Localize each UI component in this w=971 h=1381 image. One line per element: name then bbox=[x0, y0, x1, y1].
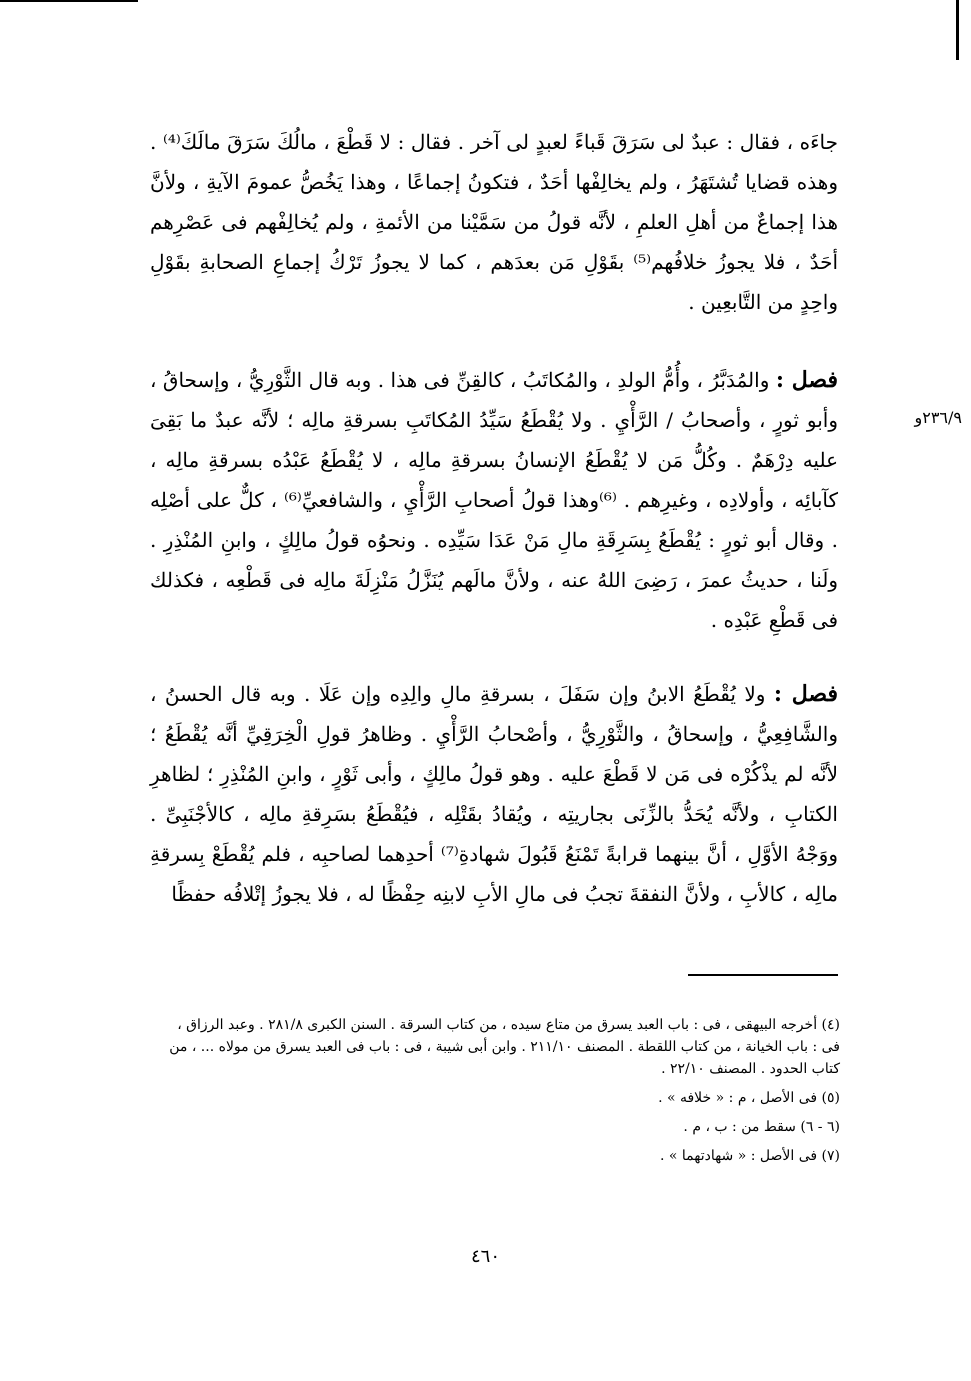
paragraph-3-text: ولا يُقْطَعُ الابنُ وإن سَفَلَ ، بسرقةِ مالِ والِدِه وإن عَلَا . وبه قال الحسنُ ، والشَّافِعِيُّ ، وإسحاقُ ، والثَّوْرِيُّ ، وأصْحابُ الرَّأْيِ . وظاهرُ قولِ الْخِرَقِيِّ أنَّه يُقْطَعُ ؛ لأنَّه لم يذْكُرْه فى مَن لا قَطْعَ عليه . وهو قولُ مالِكٍ ، وأبى ثَوْرٍ ، وابنِ المُنْذِرِ ؛ لظاهرِ الكتابِ ، ولأنَّه يُحَدُّ بالزِّنَى بجاريتِه ، ويُقادُ بقَتْلِه ، فيُقْطَعُ بسَرِقةِ مالِه ، كالأجْنَبِىِّ . ووَجْهُ الأوَّلِ ، أنَّ بينهما قرابةً تَمْنَعُ قَبُولَ شهادةِ⁽⁷⁾ أحدِهما لصاحبِه ، فلم يُقْطَعْ بِسرقةِ مالِه ، كالأبِ ، ولأنَّ النفقةَ تجبُ فى مالِ الأبِ لابنِه حِفْظًا له ، فلا يجوزُ إتْلافُه حفظًا bbox=[150, 682, 838, 906]
footnote-4: (٤) أخرجه البيهقى ، فى : باب العبد يسرق من متاع سيده ، من كتاب السرقة . السنن الكبرى ٢٨١/٨ . وعبد الرزاق ، فى : باب الخيانة ، من كتاب اللقطة . المصنف ٢١١/١٠ . وابن أبى شيبة ، فى : باب فى العبد يسرق من مولاه ... ، من كتاب الحدود . المصنف ٢٢/١٠ . bbox=[169, 1017, 840, 1077]
footnote-divider bbox=[688, 974, 838, 976]
paragraph-2-text: والمُدَبَّرُ ، وأُمُّ الولدِ ، والمُكاتَبُ ، كالقِنِّ فى هذا . وبه قال الثَّوْرِيُّ ، وإسحاقُ ، وأبو ثورٍ ، وأصحابُ / الرَّأْيِ . ولا يُقْطَعُ سَيِّدُ المُكاتَبِ بسرقةِ مالِه ؛ لأنَّه عبدٌ ما بَقِىَ عليه دِرْهَمٌ . وكُلُّ مَن لا يُقْطَعُ الإنسانُ بسرقةِ مالِه ، لا يُقْطَعُ عَبْدُه بسرقةِ مالِه ، كآبائِه ، وأولادِه ، وغيرِهم . ⁽⁶⁾وهذا قولُ أصحابِ الرَّأْيِ ، والشافعيِّ⁽⁶⁾ ، كلٌّ على أصْلِه . وقال أبو ثورٍ : يُقْطَعُ بِسَرِقَةِ مالِ مَنْ عَدَا سَيِّدِه . ونحوُه قولُ مالِكٍ ، وابنِ المُنْذِرِ . ولَنا ، حديثُ عمرَ ، رَضِىَ اللهُ عنه ، ولأنَّ مالَهم يُنَزَّلُ مَنْزِلَةَ مالِه فى قَطْعِه ، فكذلك فى قَطْعِ عَبْدِه . bbox=[150, 368, 838, 632]
section-label: فصل : bbox=[773, 681, 838, 707]
footnote-5: (٥) فى الأصل ، م : « خلافه » . bbox=[658, 1090, 840, 1106]
scan-edge-right bbox=[956, 0, 959, 60]
footnotes bbox=[160, 1014, 840, 1174]
scan-edge-top bbox=[0, 0, 138, 2]
paragraph-2 bbox=[150, 360, 838, 640]
footnote-6: (٦ - ٦) سقط من : ب ، م . bbox=[683, 1119, 840, 1135]
section-label: فصل : bbox=[775, 367, 838, 393]
paragraph-1: جاءَه ، فقال : عبدٌ لى سَرَقَ قَباءً لعبدٍ لى آخر . فقال : لا قَطْعَ ، مالُكَ سَرَقَ مالَكَ⁽⁴⁾ . وهذه قضايا تُشتَهَرُ ، ولم يخالِفْها أحَدٌ ، فتكونُ إجماعًا ، وهذا يَخُصُّ عمومَ الآيةِ ، ولأنَّ هذا إجماعٌ من أهلِ العلمِ ، لأنَّه قولُ من سَمَّيْنا من الأئمةِ ، ولم يُخالِفْهم فى عَصْرِهم أحَدٌ ، فلا يجوزُ خلافُهم⁽⁵⁾ بقَوْلِ مَن بعدَهم ، كما لا يجوزُ تَرْكُ إجماعِ الصحابةِ بقَوْلِ واحِدٍ من التَّابعِين . bbox=[150, 130, 839, 314]
footnote-7: (٧) فى الأصل : « شهادتهما » . bbox=[659, 1148, 840, 1164]
page-number: ٤٦٠ bbox=[470, 1246, 500, 1267]
paragraph-3 bbox=[150, 674, 838, 914]
margin-page-reference: ٢٣٦/٩و bbox=[914, 408, 962, 427]
